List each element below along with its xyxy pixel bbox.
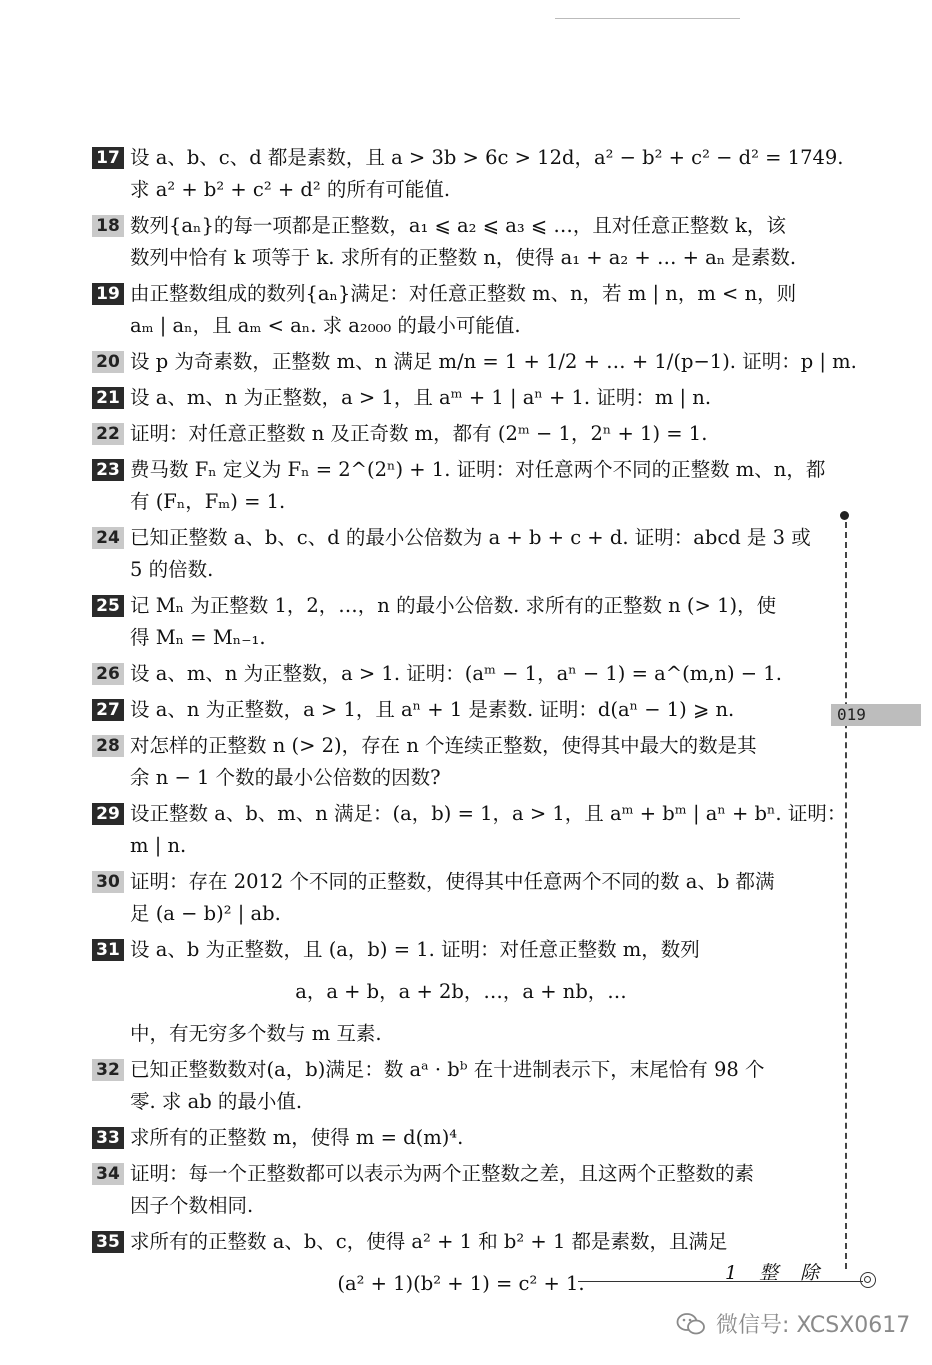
margin-dot: [840, 511, 849, 520]
display-formula: a，a + b，a + 2b，…，a + nb，…: [295, 980, 627, 1003]
problem-number-badge: 29: [92, 803, 124, 825]
problem-item: [92, 1122, 792, 1154]
problem-item: [92, 278, 797, 342]
problem-item: [92, 590, 792, 654]
problem-text-line: 记 Mₙ 为正整数 1，2，…，n 的最小公倍数. 求所有的正整数 n (> 1)，使: [130, 594, 777, 617]
problem-text-line: 对怎样的正整数 n (> 2)，存在 n 个连续正整数，使得其中最大的数是其: [130, 734, 757, 757]
problem-text-line: aₘ | aₙ，且 aₘ < aₙ. 求 a₂₀₀₀ 的最小可能值.: [130, 314, 521, 337]
problem-text-line: 已知正整数 a、b、c、d 的最小公倍数为 a + b + c + d. 证明：abcd 是 3 或: [130, 526, 811, 549]
problem-text-line: 已知正整数数对(a，b)满足：数 aᵃ · bᵇ 在十进制表示下，末尾恰有 98 个: [130, 1058, 765, 1081]
problem-item: [92, 382, 792, 414]
problem-item: [92, 1226, 792, 1300]
problem-number-badge: 34: [92, 1163, 124, 1185]
watermark-text: 微信号: XCSX0617: [716, 1313, 911, 1338]
problem-text-line: 求 a² + b² + c² + d² 的所有可能值.: [130, 178, 451, 201]
watermark: [676, 1308, 910, 1339]
circle-ornament-icon: [860, 1272, 876, 1288]
problem-item: [92, 454, 826, 518]
problem-text-line: 设 a、m、n 为正整数，a > 1. 证明：(aᵐ − 1，aⁿ − 1) = a^(m,n) − 1.: [130, 662, 782, 685]
top-rule: [555, 18, 740, 19]
margin-dashed-line: [845, 522, 847, 1269]
problem-text-line: 费马数 Fₙ 定义为 Fₙ = 2^(2ⁿ) + 1. 证明：对任意两个不同的正整数 m、n，都: [130, 458, 826, 481]
problem-number-badge: 18: [92, 215, 124, 237]
problem-number-badge: 23: [92, 459, 124, 481]
problem-number-badge: 21: [92, 387, 124, 409]
problem-item: [92, 418, 792, 450]
problem-text-line: 余 n − 1 个数的最小公倍数的因数?: [130, 766, 441, 789]
problem-number-badge: 27: [92, 699, 124, 721]
problem-text-line: 得 Mₙ = Mₙ₋₁.: [130, 626, 266, 649]
problem-text-line: 零. 求 ab 的最小值.: [130, 1090, 303, 1113]
problem-item: [92, 658, 792, 690]
problem-number-badge: 35: [92, 1231, 124, 1253]
problem-text-line: 设 a、n 为正整数，a > 1，且 aⁿ + 1 是素数. 证明：d(aⁿ − 1) ⩾ n.: [130, 698, 735, 721]
problem-number-badge: 22: [92, 423, 124, 445]
display-formula: (a² + 1)(b² + 1) = c² + 1.: [337, 1272, 585, 1295]
problem-item: [92, 934, 792, 1050]
problem-text-line: 设 a、b、c、d 都是素数，且 a > 3b > 6c > 12d，a² − b² + c² − d² = 1749.: [130, 146, 844, 169]
problem-number-badge: 26: [92, 663, 124, 685]
problem-item: [92, 1158, 792, 1222]
problem-item: [92, 798, 847, 862]
problem-number-badge: 25: [92, 595, 124, 617]
problem-number-badge: 31: [92, 939, 124, 961]
problem-item: [92, 522, 811, 586]
page-number: 019: [831, 704, 921, 726]
problem-text-line: 足 (a − b)² | ab.: [130, 902, 281, 925]
problem-item: [92, 346, 857, 378]
problem-item: [92, 142, 844, 206]
problem-text-line: 因子个数相同.: [130, 1194, 254, 1217]
problem-text-line: 数列{aₙ}的每一项都是正整数，a₁ ⩽ a₂ ⩽ a₃ ⩽ …，且对任意正整数 k，该: [130, 214, 786, 237]
problem-text-line: 求所有的正整数 a、b、c，使得 a² + 1 和 b² + 1 都是素数，且满足: [130, 1230, 728, 1253]
problem-number-badge: 24: [92, 527, 124, 549]
wechat-icon: [676, 1312, 706, 1336]
problem-text-line: 设 a、m、n 为正整数，a > 1，且 aᵐ + 1 | aⁿ + 1. 证明：m | n.: [130, 386, 712, 409]
footer-rule: [578, 1281, 863, 1282]
problem-item: [92, 866, 792, 930]
problem-text-line: 证明：存在 2012 个不同的正整数，使得其中任意两个不同的数 a、b 都满: [130, 870, 775, 893]
problem-item: [92, 694, 792, 726]
problem-item: [92, 730, 792, 794]
problem-text-line: 证明：每一个正整数都可以表示为两个正整数之差，且这两个正整数的素: [130, 1162, 755, 1185]
problem-item: [92, 210, 797, 274]
problem-number-badge: 32: [92, 1059, 124, 1081]
problem-text-line: 有 (Fₙ，Fₘ) = 1.: [130, 490, 286, 513]
problem-text-line: 求所有的正整数 m，使得 m = d(m)⁴.: [130, 1126, 464, 1149]
problem-number-badge: 30: [92, 871, 124, 893]
problem-number-badge: 17: [92, 147, 124, 169]
problem-text-line: 设 p 为奇素数，正整数 m、n 满足 m/n = 1 + 1/2 + … + 1/(p−1). 证明：p | m.: [130, 350, 857, 373]
problem-number-badge: 20: [92, 351, 124, 373]
problem-text-line: 数列中恰有 k 项等于 k. 求所有的正整数 n，使得 a₁ + a₂ + … + aₙ 是素数.: [130, 246, 797, 269]
problem-text-line: 中，有无穷多个数与 m 互素.: [130, 1022, 382, 1045]
problem-item: [92, 1054, 792, 1118]
problem-number-badge: 28: [92, 735, 124, 757]
problem-number-badge: 33: [92, 1127, 124, 1149]
problem-text-line: 设正整数 a、b、m、n 满足：(a，b) = 1，a > 1，且 aᵐ + bᵐ | aⁿ + bⁿ. 证明：: [130, 802, 847, 825]
problem-text-line: 设 a、b 为正整数，且 (a，b) = 1. 证明：对任意正整数 m，数列: [130, 938, 700, 961]
problem-text-line: 证明：对任意正整数 n 及正奇数 m，都有 (2ᵐ − 1，2ⁿ + 1) = 1.: [130, 422, 708, 445]
chapter-label: 1 整 除: [725, 1262, 828, 1284]
problem-text-line: 由正整数组成的数列{aₙ}满足：对任意正整数 m、n，若 m | n，m < n，则: [130, 282, 797, 305]
problem-text-line: 5 的倍数.: [130, 558, 214, 581]
problem-number-badge: 19: [92, 283, 124, 305]
problem-text-line: m | n.: [130, 834, 187, 857]
